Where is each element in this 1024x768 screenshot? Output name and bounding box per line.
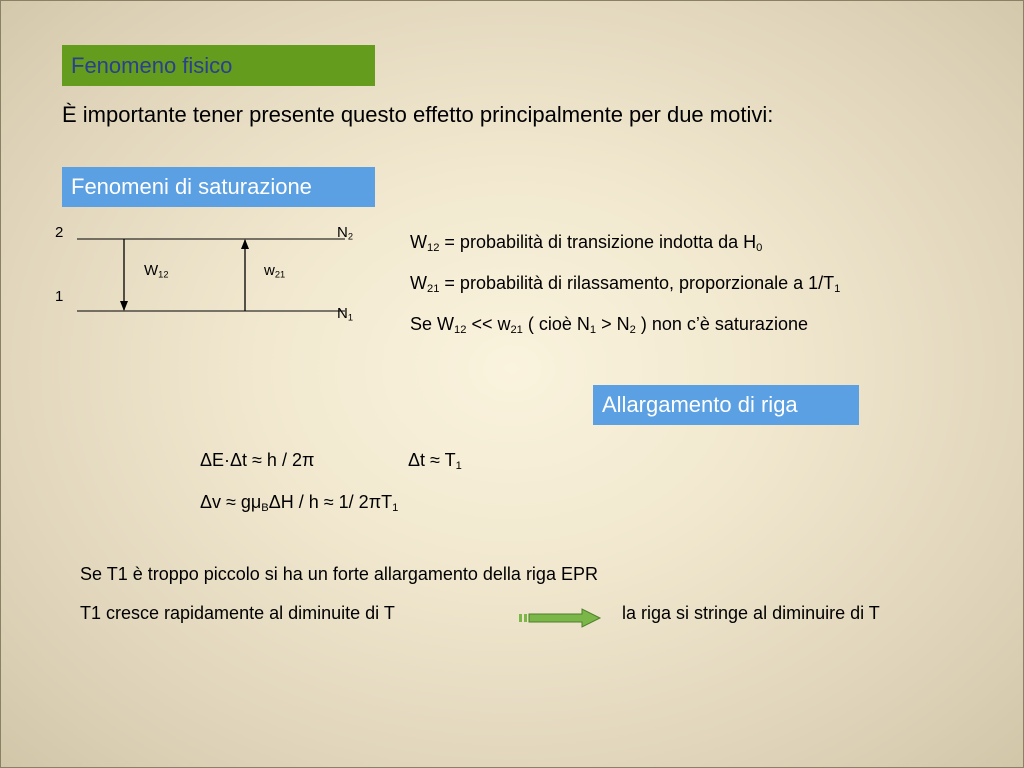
physical-phenomenon-label: Fenomeno fisico (71, 52, 233, 78)
w21-definition: $W_{21}$ = probabilità di rilassamento, proporzionale a $1/T_1$ (410, 273, 841, 295)
level-1-label: 1 (55, 288, 64, 305)
n1-label: $N_1$ (337, 305, 354, 323)
line-broadening-label: Allargamento di riga (602, 392, 798, 417)
w12-definition: $W_{12}$ = probabilità di transizione indotta da $H_0$ (410, 232, 763, 254)
conclusion-line-2-left: T1 cresce rapidamente al diminuite di T (80, 603, 395, 623)
saturation-label: Fenomeni di saturazione (71, 174, 312, 199)
w21-arrow-label: $w_{21}$ (264, 262, 286, 280)
relaxation-time-equation: $\Delta t \approx T_1$ (408, 450, 462, 472)
w12-arrow-label: $W_{12}$ (144, 262, 169, 280)
intro-text: È importante tener presente questo effetto principalmente per due motivi: (62, 102, 774, 127)
conclusion-line-2-right: la riga si stringe al diminuire di T (622, 603, 880, 623)
conclusion-line-1: Se T1 è troppo piccolo si ha un forte allargamento della riga EPR (80, 564, 598, 584)
level-2-label: 2 (55, 224, 64, 241)
linewidth-equation: $\Delta v \approx g\mu_B\Delta H / h \approx 1/$ $2\pi T_1$ (200, 492, 399, 514)
n2-label: $N_2$ (337, 224, 354, 242)
uncertainty-equation: ΔE·Δt ≈ h / 2π (200, 450, 315, 470)
saturation-condition: Se $W_{12} << w_{21}$ ( cioè $N_1 > N_2$ ) non c’è saturazione (410, 314, 808, 336)
